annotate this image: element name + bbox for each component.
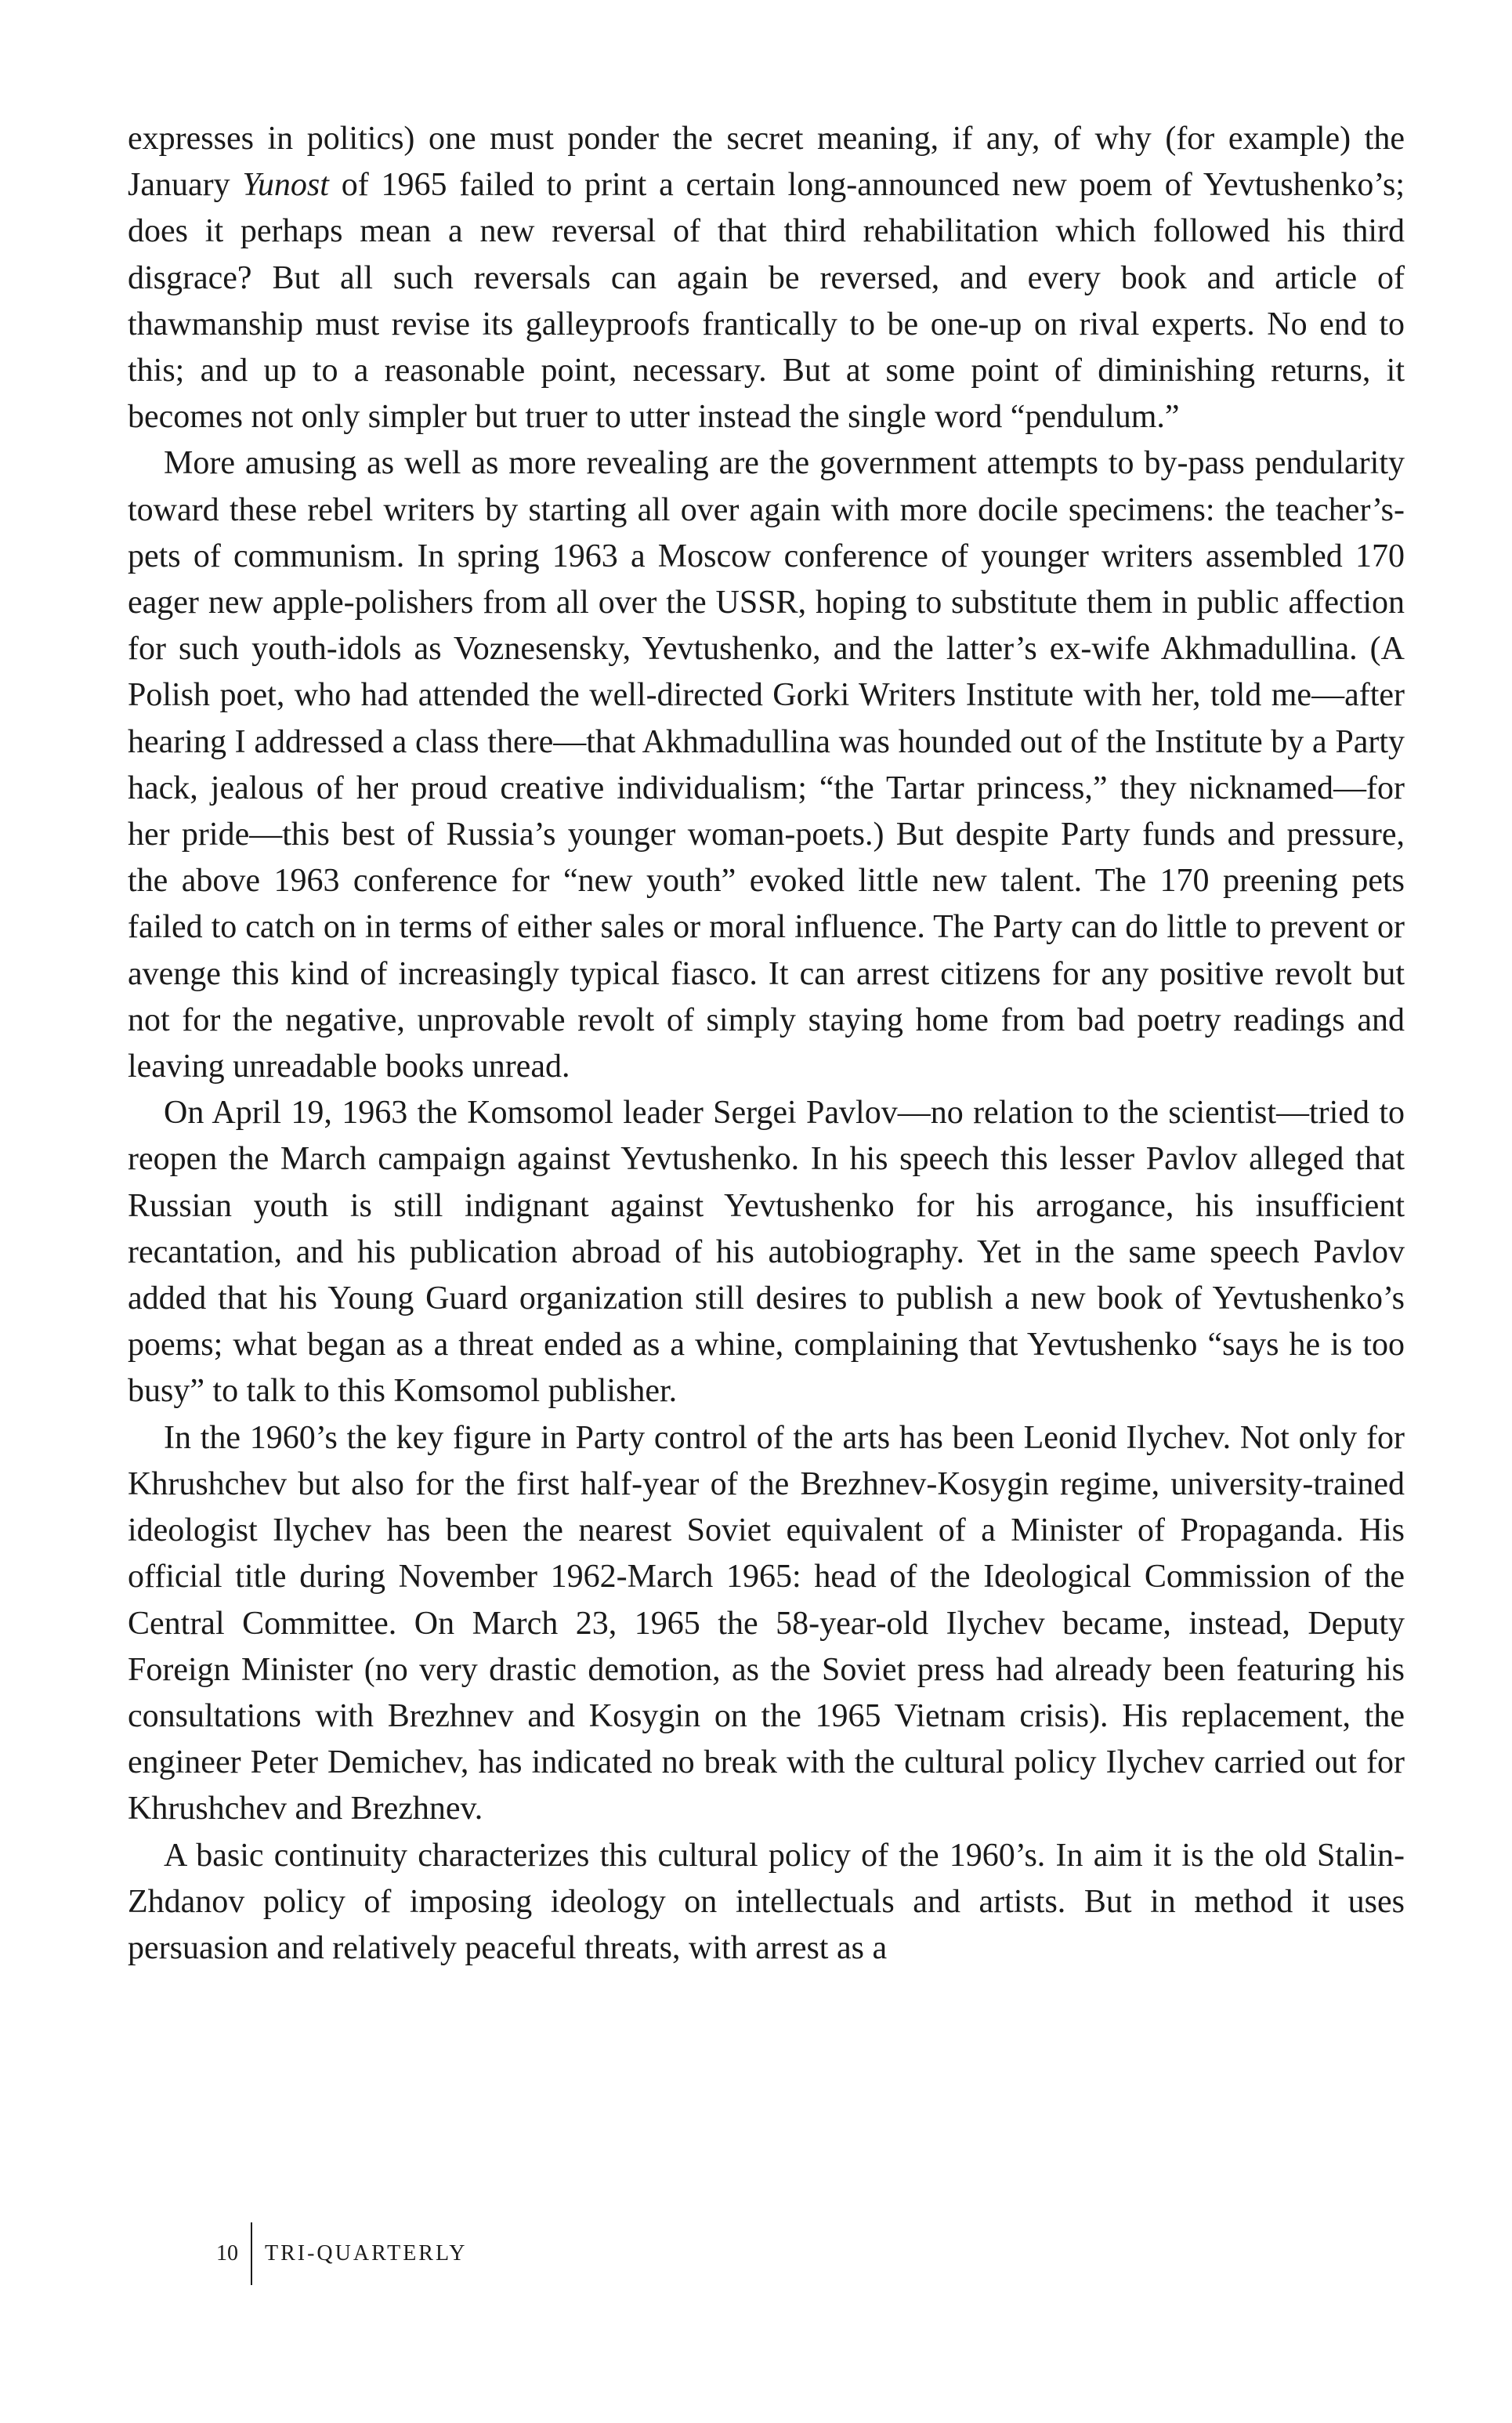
- body-text: [128, 116, 1405, 1972]
- paragraph-4: In the 1960’s the key figure in Party control of the arts has been Leonid Ilychev. Not only for Khrushchev but also for the first half-year of the Brezhnev-Kosygin regime, university-trained ideologist Ilychev has been the nearest Soviet equivalent of a Minister of Propaganda. His official title during November 1962-March 1965: head of the Ideological Commission of the Central Committee. On March 23, 1965 the 58-year-old Ilychev became, instead, Deputy Foreign Minister (no very drastic demotion, as the Soviet press had already been featuring his consultations with Brezhnev and Kosygin on the 1965 Vietnam crisis). His replacement, the engineer Peter Demichev, has indicated no break with the cultural policy Ilychev carried out for Khrushchev and Brezhnev.: [128, 1419, 1405, 1827]
- paragraph-5: A basic continuity characterizes this cultural policy of the 1960’s. In aim it is the old Stalin-Zhdanov policy of imposing ideology on intellectuals and artists. But in method it uses persuasion and relatively peaceful threats, with arrest as a: [128, 1837, 1405, 1966]
- journal-name: TRI-QUARTERLY: [265, 2241, 468, 2265]
- page-footer: [216, 2222, 468, 2285]
- paragraph-1-text-a: expresses in politics) one must ponder the secret meaning, if any, of why (for example) the January: [128, 121, 1405, 204]
- italic-title-yunost: Yunost: [242, 167, 329, 204]
- paragraph-2: More amusing as well as more revealing are the government attempts to by-pass pendularity toward these rebel writers by starting all over again with more docile specimens: the teacher’s-pets of communism. In spring 1963 a Moscow conference of younger writers assembled 170 eager new apple-polishers from all over the USSR, hoping to substitute them in public affection for such youth-idols as Voznesensky, Yevtushenko, and the latter’s ex-wife Akhmadullina. (A Polish poet, who had attended the well-directed Gorki Writers Institute with her, told me—after hearing I addressed a class there—that Akhmadullina was hounded out of the Institute by a Party hack, jealous of her proud creative individualism; “the Tartar princess,” they nicknamed—for her pride—this best of Russia’s younger woman-poets.) But despite Party funds and pressure, the above 1963 conference for “new youth” evoked little new talent. The 170 preening pets failed to catch on in terms of either sales or moral influence. The Party can do little to prevent or avenge this kind of increasingly typical fiasco. It can arrest citizens for any positive revolt but not for the negative, unprovable revolt of simply staying home from bad poetry readings and leaving unreadable books unread.: [128, 445, 1405, 1085]
- paragraph-1: [128, 116, 1405, 440]
- paragraph-3: On April 19, 1963 the Komsomol leader Sergei Pavlov—no relation to the scientist—tried to reopen the March campaign against Yevtushenko. In his speech this lesser Pavlov alleged that Russian youth is still indignant against Yevtushenko for his arrogance, his insufficient recantation, and his publication abroad of his autobiography. Yet in the same speech Pavlov added that his Young Guard organization still desires to publish a new book of Yevtushenko’s poems; what began as a threat ended as a whine, complaining that Yevtushenko “says he is too busy” to talk to this Komsomol publisher.: [128, 1095, 1405, 1410]
- page-number: 10: [216, 2241, 238, 2265]
- paragraph-1-text-b: of 1965 failed to print a certain long-announced new poem of Yevtushenko’s; does it perhaps mean a new reversal of that third rehabilitation which followed his third disgrace? But all such reversals can again be reversed, and every book and article of thawmanship must revise its galleyproofs frantically to be one-up on rival experts. No end to this; and up to a reasonable point, necessary. But at some point of diminishing returns, it becomes not only simpler but truer to utter instead the single word “pendulum.”: [128, 167, 1405, 436]
